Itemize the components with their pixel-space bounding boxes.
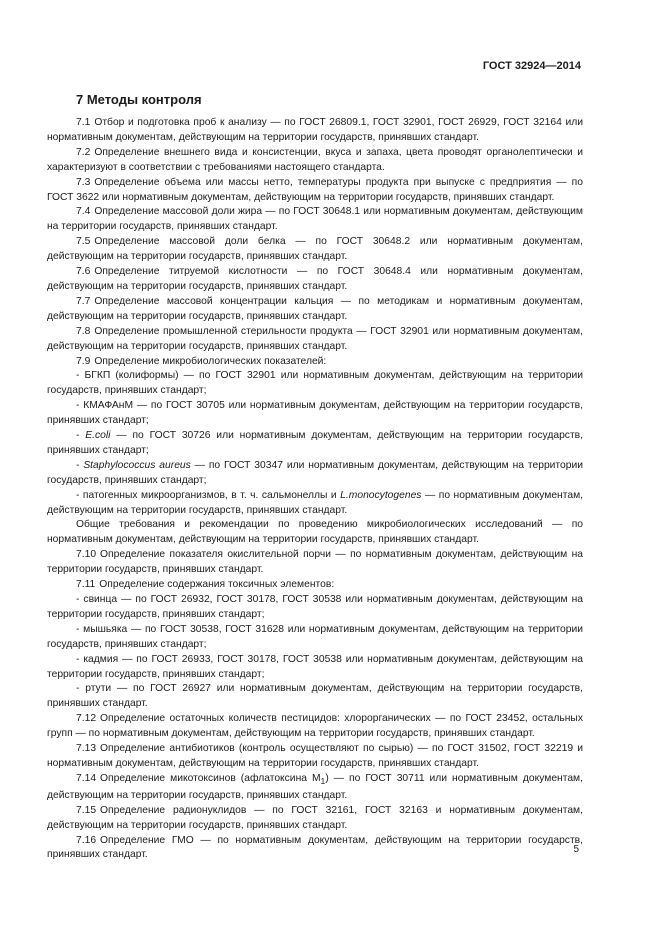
- clause-text: — по ГОСТ 30726 или нормативным документам, действующим на территории государств, принявших стандарт;: [47, 430, 583, 456]
- clause-number: 7.10: [76, 549, 97, 561]
- section-body: [47, 116, 583, 863]
- clause-item: [47, 682, 583, 712]
- clause-7-13: [47, 742, 583, 772]
- clause-7-9: [47, 355, 583, 370]
- clause-number: 7.4: [76, 206, 91, 218]
- clause-text: - мышьяка — по ГОСТ 30538, ГОСТ 31628 или нормативным документам, действующим на территории государств, принявших стандарт;: [47, 623, 583, 650]
- clause-text: - свинца — по ГОСТ 26932, ГОСТ 30178, ГОСТ 30538 или нормативным документам, действующим на территории государств, принявших стандарт;: [47, 594, 583, 620]
- clause-number: 7.11: [76, 579, 96, 591]
- clause-text: Определение внешнего вида и консистенции, вкуса и запаха, цвета проводят органолептически и характеризуют в соответствии с требованиями настоящего стандарта.: [47, 146, 583, 173]
- clause-text: Определение показателя окислительной порчи — по нормативным документам, действующим на территории государств, принявших стандарт.: [47, 549, 583, 576]
- clause-item: [47, 518, 583, 548]
- clause-number: 7.2: [76, 146, 91, 158]
- clause-number: 7.1: [76, 117, 91, 128]
- subscript: 1: [320, 775, 326, 786]
- clause-text: Определение массовой доли белка — по ГОСТ 30648.2 или нормативным документам, действующим на территории государств, принявших стандарт.: [47, 236, 583, 263]
- clause-text-prefix: -: [76, 430, 86, 442]
- clause-item: [47, 489, 583, 519]
- clause-text-prefix: Определение микотоксинов (афлатоксина M: [100, 772, 321, 784]
- clause-number: 7.3: [76, 176, 91, 188]
- clause-text: - БГКП (колиформы) — по ГОСТ 32901 или нормативным документам, действующим на территории государств, принявших стандарт;: [47, 370, 583, 397]
- clause-number: 7.8: [76, 325, 91, 337]
- clause-item: [47, 459, 583, 489]
- clause-7-16: [47, 834, 583, 864]
- clause-text-prefix: -: [76, 459, 84, 471]
- clause-text: - ртути — по ГОСТ 26927 или нормативным документам, действующим на территории государств, принявших стандарт.: [47, 683, 583, 710]
- clause-item: [47, 399, 583, 429]
- clause-text: Определение антибиотиков (контроль осуществляют по сырью) — по ГОСТ 31502, ГОСТ 32219 и нормативным документам, действующим на территории государств, принявших стандарт.: [47, 743, 583, 769]
- clause-text: Определение микробиологических показателей:: [94, 355, 327, 367]
- clause-text: Определение ГМО — по нормативным документам, действующим на территории государств, принявших стандарт.: [47, 834, 583, 861]
- clause-text: ) — по ГОСТ 30711 или нормативным документам, действующим на территории государств, принявших стандарт.: [47, 772, 583, 801]
- clause-item: [47, 653, 583, 683]
- organism-name: Staphylococcus aureus: [83, 459, 191, 471]
- clause-number: 7.12: [76, 713, 97, 725]
- clause-text-prefix: - патогенных микроорганизмов, в т. ч. сальмонеллы и: [76, 489, 341, 501]
- clause-text: - кадмия — по ГОСТ 26933, ГОСТ 30178, ГОСТ 30538 или нормативным документам, действующим на территории государств, принявших стандарт;: [47, 653, 583, 680]
- clause-number: 7.14: [76, 772, 97, 784]
- clause-7-3: [47, 176, 583, 206]
- clause-text: Определение промышленной стерильности продукта — ГОСТ 32901 или нормативным документам, действующим на территории государств, принявших стандарт.: [47, 325, 583, 352]
- clause-7-8: [47, 325, 583, 355]
- clause-text: Определение содержания токсичных элементов:: [99, 579, 335, 591]
- clause-7-6: [47, 265, 583, 295]
- page-number: 5: [573, 844, 579, 855]
- clause-number: 7.16: [76, 834, 97, 846]
- clause-text: - КМАФАнМ — по ГОСТ 30705 или нормативным документам, действующим на территории государств, принявших стандарт;: [47, 400, 583, 427]
- clause-7-1: [47, 116, 583, 146]
- clause-text: Отбор и подготовка проб к анализу — по ГОСТ 26809.1, ГОСТ 32901, ГОСТ 26929, ГОСТ 32164 или нормативным документам, действующим на территории государств, принявших стандарт.: [47, 117, 583, 143]
- clause-text: — по нормативным документам, действующим на территории государств, принявших стандарт.: [47, 489, 584, 516]
- clause-text: Определение объема или массы нетто, температуры продукта при выпуске с предприятия — по ГОСТ 3622 или нормативным документам, действующим на территории государств, принявших стандарт.: [47, 176, 583, 203]
- clause-7-11: [47, 578, 583, 593]
- clause-number: 7.13: [76, 743, 97, 755]
- clause-text: Определение массовой доли жира — по ГОСТ 30648.1 или нормативным документам, действующим на территории государств, принявших стандарт.: [47, 206, 583, 233]
- clause-text: Определение остаточных количеств пестицидов: хлорорганических — по ГОСТ 23452, остальных групп — по нормативным документам, действующим на территории государств, принявших стандарт.: [47, 713, 583, 740]
- clause-number: 7.9: [76, 355, 91, 367]
- clause-number: 7.6: [76, 266, 91, 278]
- organism-name: L.monocytogenes: [340, 489, 422, 501]
- clause-7-2: [47, 146, 583, 176]
- section-title: 7 Методы контроля: [76, 92, 202, 107]
- clause-7-7: [47, 295, 583, 325]
- clause-7-15: [47, 804, 583, 834]
- clause-text: Общие требования и рекомендации по проведению микробиологических исследований — по нормативным документам, действующим на территории государств, принявших стандарт.: [47, 519, 583, 546]
- clause-7-10: [47, 548, 583, 578]
- clause-text: Определение титруемой кислотности — по ГОСТ 30648.4 или нормативным документам, действующим на территории государств, принявших стандарт.: [47, 266, 583, 292]
- clause-item: [47, 623, 583, 653]
- document-id-header: ГОСТ 32924—2014: [482, 60, 581, 72]
- clause-text: — по ГОСТ 30347 или нормативным документам, действующим на территории государств, принявших стандарт;: [47, 459, 583, 486]
- clause-7-14: [47, 772, 583, 804]
- organism-name: E.coli: [85, 430, 111, 442]
- clause-number: 7.15: [76, 804, 97, 816]
- clause-text: Определение массовой концентрации кальция — по методикам и нормативным документам, действующим на территории государств, принявших стандарт.: [47, 295, 583, 322]
- clause-7-4: [47, 205, 583, 235]
- clause-7-12: [47, 712, 583, 742]
- clause-item: [47, 369, 583, 399]
- clause-7-5: [47, 235, 583, 265]
- clause-number: 7.7: [76, 295, 91, 307]
- clause-text: Определение радионуклидов — по ГОСТ 32161, ГОСТ 32163 и нормативным документам, действующим на территории государств, принявших стандарт.: [47, 804, 583, 831]
- clause-item: [47, 593, 583, 623]
- clause-item: [47, 429, 583, 459]
- clause-number: 7.5: [76, 236, 91, 248]
